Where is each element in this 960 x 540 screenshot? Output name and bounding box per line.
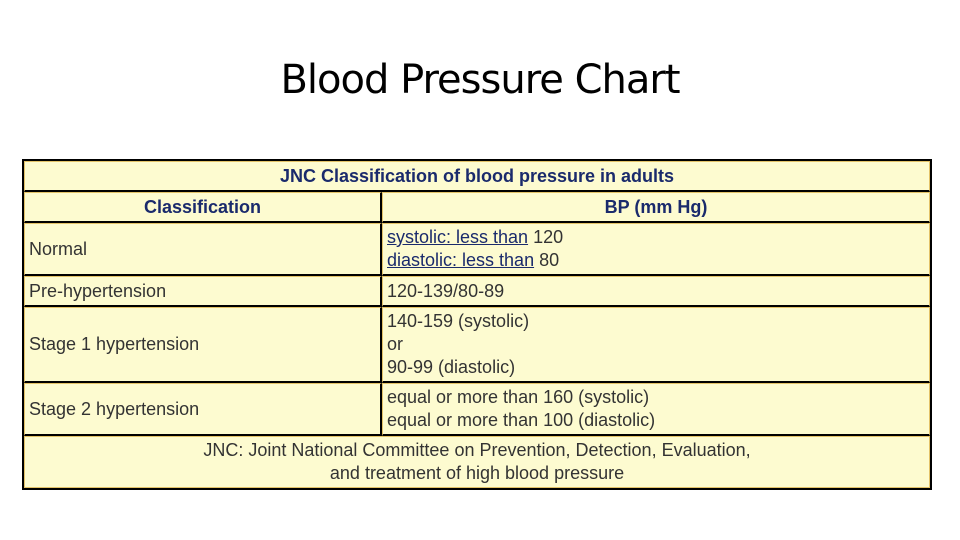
header-classification: Classification xyxy=(24,192,382,223)
bp-line: equal or more than 100 (diastolic) xyxy=(387,410,656,430)
bp-cell xyxy=(382,383,930,436)
bp-line: equal or more than 160 (systolic) xyxy=(387,387,650,407)
bp-line xyxy=(387,249,925,272)
bp-emphasis: systolic: less than xyxy=(387,227,529,247)
footnote-line: and treatment of high blood pressure xyxy=(329,463,625,483)
bp-line xyxy=(387,226,925,249)
table-row-normal xyxy=(24,223,930,276)
classification-cell: Stage 2 hypertension xyxy=(24,383,382,436)
bp-line: 90-99 (diastolic) xyxy=(387,357,516,377)
bp-line: 120-139/80-89 xyxy=(387,280,505,301)
table-header-row xyxy=(24,192,930,223)
classification-cell: Stage 1 hypertension xyxy=(24,307,382,383)
table-footnote-row xyxy=(24,436,930,488)
header-bp: BP (mm Hg) xyxy=(382,192,930,223)
classification-cell: Pre-hypertension xyxy=(24,276,382,307)
bp-emphasis: diastolic: less than xyxy=(387,250,535,270)
table-row-stage-1 xyxy=(24,307,930,383)
classification-cell: Normal xyxy=(24,223,382,276)
bp-cell xyxy=(382,223,930,276)
bp-cell xyxy=(382,307,930,383)
bp-line: 140-159 (systolic) xyxy=(387,311,530,331)
table-row-pre-hypertension xyxy=(24,276,930,307)
table-caption: JNC Classification of blood pressure in adults xyxy=(24,161,930,192)
bp-classification-table xyxy=(22,159,932,490)
bp-value: 80 xyxy=(534,250,560,270)
page-title: Blood Pressure Chart xyxy=(280,57,680,103)
footnote-line: JNC: Joint National Committee on Prevention, Detection, Evaluation, xyxy=(203,440,751,460)
bp-line: or xyxy=(387,334,404,354)
table-row-stage-2 xyxy=(24,383,930,436)
bp-value: 120 xyxy=(528,227,564,247)
bp-cell xyxy=(382,276,930,307)
table-caption-row xyxy=(24,161,930,192)
table-footnote xyxy=(24,436,930,488)
